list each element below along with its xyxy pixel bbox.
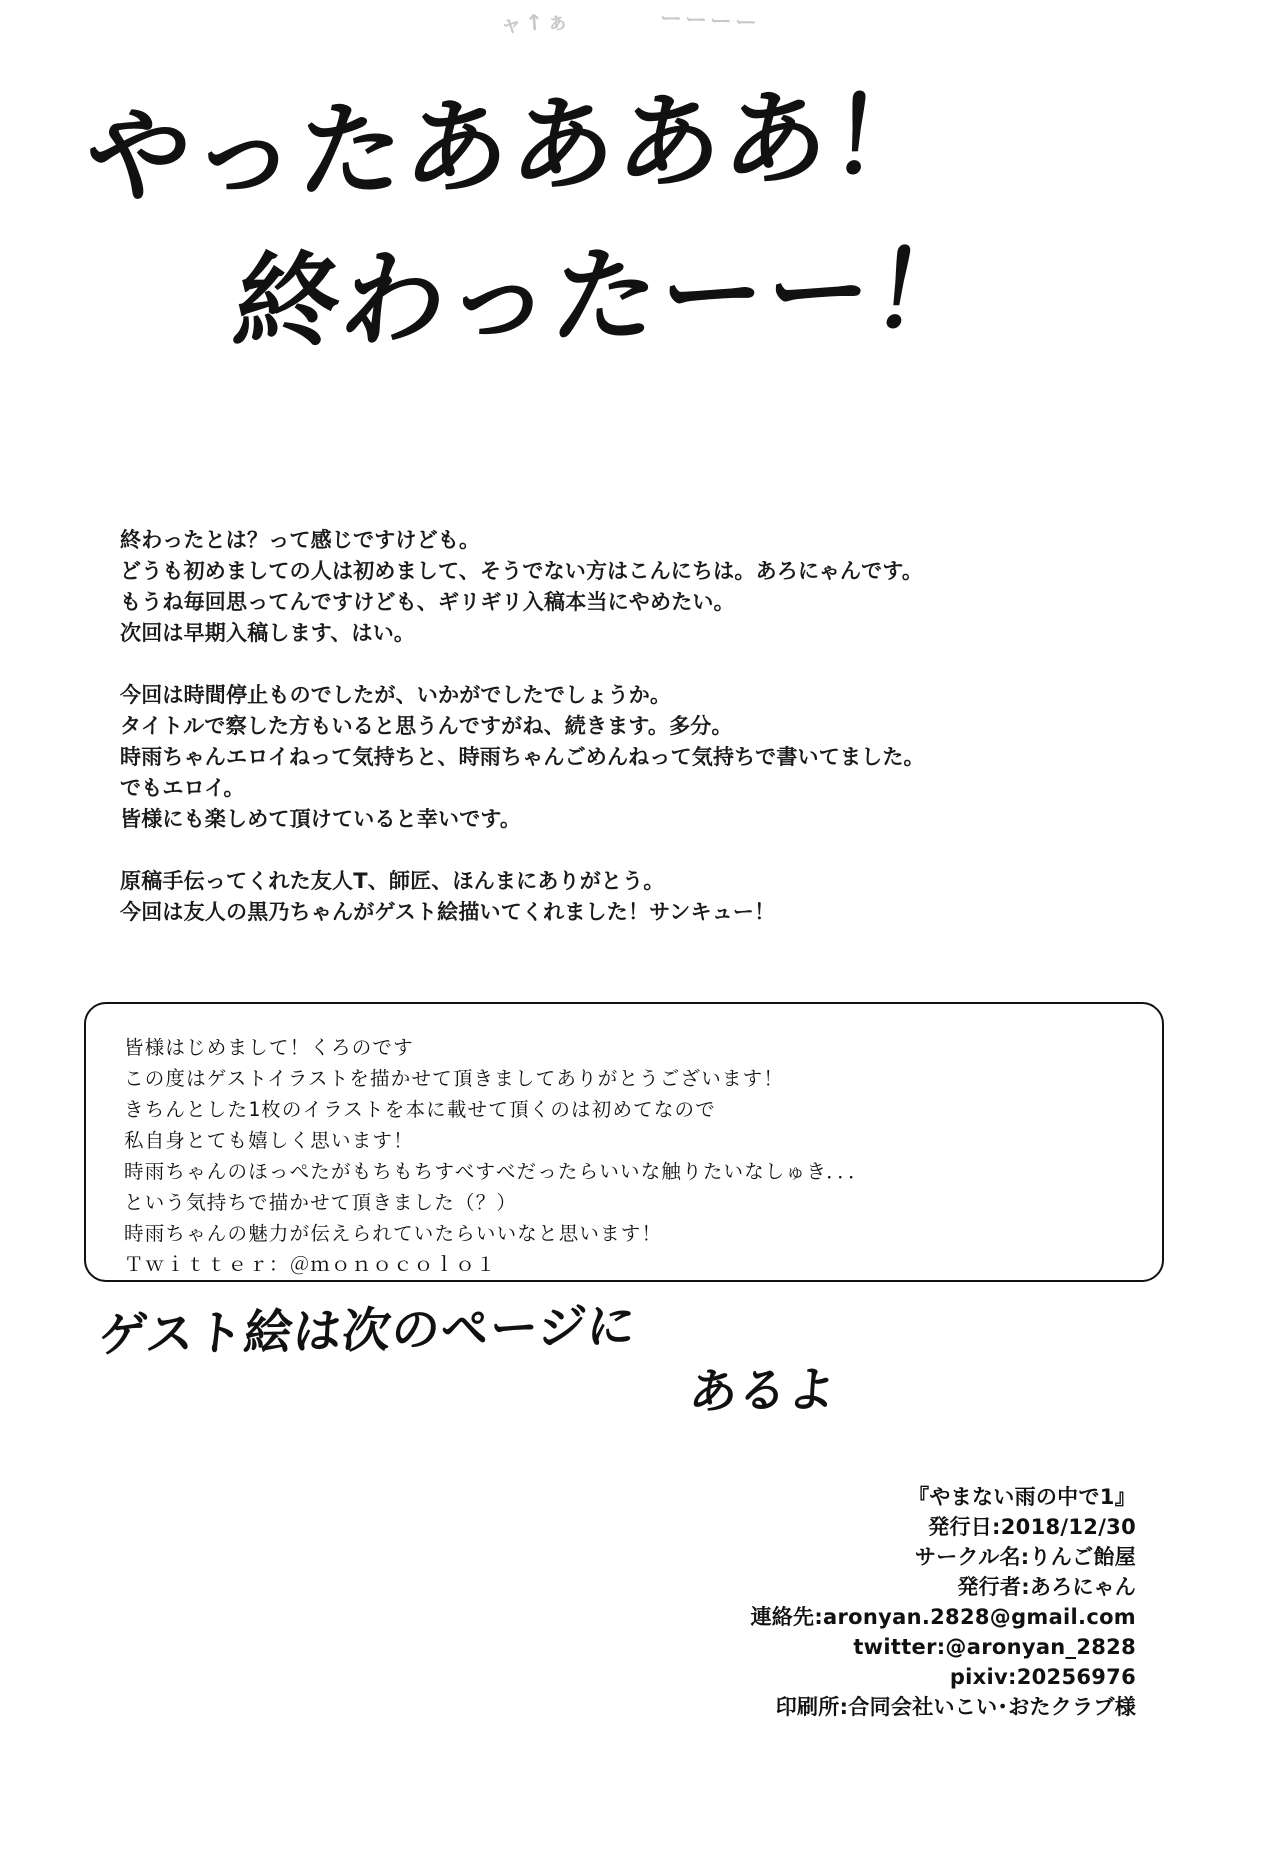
afterword-text [120,525,1130,928]
afterword-line: もうね毎回思ってんですけども、ギリギリ入稿本当にやめたい。 [120,590,735,614]
colophon-email: 連絡先:aronyan.2828@gmail.com [750,1605,1136,1629]
afterword-line: でもエロイ。 [120,776,245,800]
guest-comment-text [86,1004,1162,1280]
afterword-line: 時雨ちゃんエロイねって気持ちと、時雨ちゃんごめんねって気持ちで書いてました。 [120,745,925,769]
guest-comment-line: 皆様はじめまして！くろのです [124,1036,414,1059]
guest-comment-line: きちんとした1枚のイラストを本に載せて頂くのは初めてなので [124,1098,716,1121]
guest-art-note-line-1: ゲスト絵は次のページに [96,1298,640,1364]
afterword-line: どうも初めましての人は初めまして、そうでない方はこんにちは。あろにゃんです。 [120,559,924,583]
afterword-spacer [120,649,1130,680]
colophon-pixiv: pixiv:20256976 [949,1665,1136,1689]
afterword-line: 今回は時間停止ものでしたが、いかがでしたでしょうか。 [120,683,672,707]
guest-comment-line: 私自身とても嬉しく思います！ [124,1129,414,1152]
guest-art-note-line-2: あるよ [686,1361,840,1421]
guest-comment-twitter-handle: Ｔｗｉｔｔｅｒ：＠ｍｏｎｏｃｏｌｏ１ [124,1253,497,1276]
colophon-twitter: twitter:@aronyan_2828 [853,1635,1136,1659]
guest-comment-line: 時雨ちゃんのほっぺたがもちもちすべすべだったらいいな触りたいなしゅき．．． [124,1160,869,1183]
colophon-author: 発行者:あろにゃん [957,1575,1136,1599]
colophon-title: 『やまない雨の中で1』 [908,1485,1136,1509]
afterword-line: 今回は友人の黒乃ちゃんがゲスト絵描いてくれました！サンキュー！ [120,900,776,924]
guest-comment-line: この度はゲストイラストを描かせて頂きましてありがとうございます！ [124,1067,785,1090]
colophon [750,1482,1136,1722]
colophon-circle-name: サークル名:りんご飴屋 [914,1545,1136,1569]
headline-line-1: やったああああ！ [81,73,942,219]
colophon-publish-date: 発行日:2018/12/30 [928,1515,1136,1539]
afterword-spacer [120,835,1130,866]
headline-line-2: 終わったーー！ [227,228,988,364]
afterword-line: タイトルで察した方もいると思うんですがね、続きます。多分。 [120,714,733,738]
guest-comment-line: という気持ちで描かせて頂きました（？） [124,1191,518,1214]
colophon-printer: 印刷所:合同会社いこい･おたクラブ様 [775,1695,1136,1719]
top-smudge-right: ーーーー [659,6,761,37]
afterword-line: 原稿手伝ってくれた友人T、師匠、ほんまにありがとう。 [120,869,665,893]
afterword-line: 終わったとは？って感じですけども。 [120,528,481,552]
guest-comment-line: 時雨ちゃんの魅力が伝えられていたらいいなと思います！ [124,1222,663,1245]
guest-comment-box [84,1002,1164,1282]
top-smudge-left: ャ↑ぁ [499,8,573,39]
afterword-line: 次回は早期入稿します、はい。 [120,621,416,645]
afterword-line: 皆様にも楽しめて頂けていると幸いです。 [120,807,522,831]
